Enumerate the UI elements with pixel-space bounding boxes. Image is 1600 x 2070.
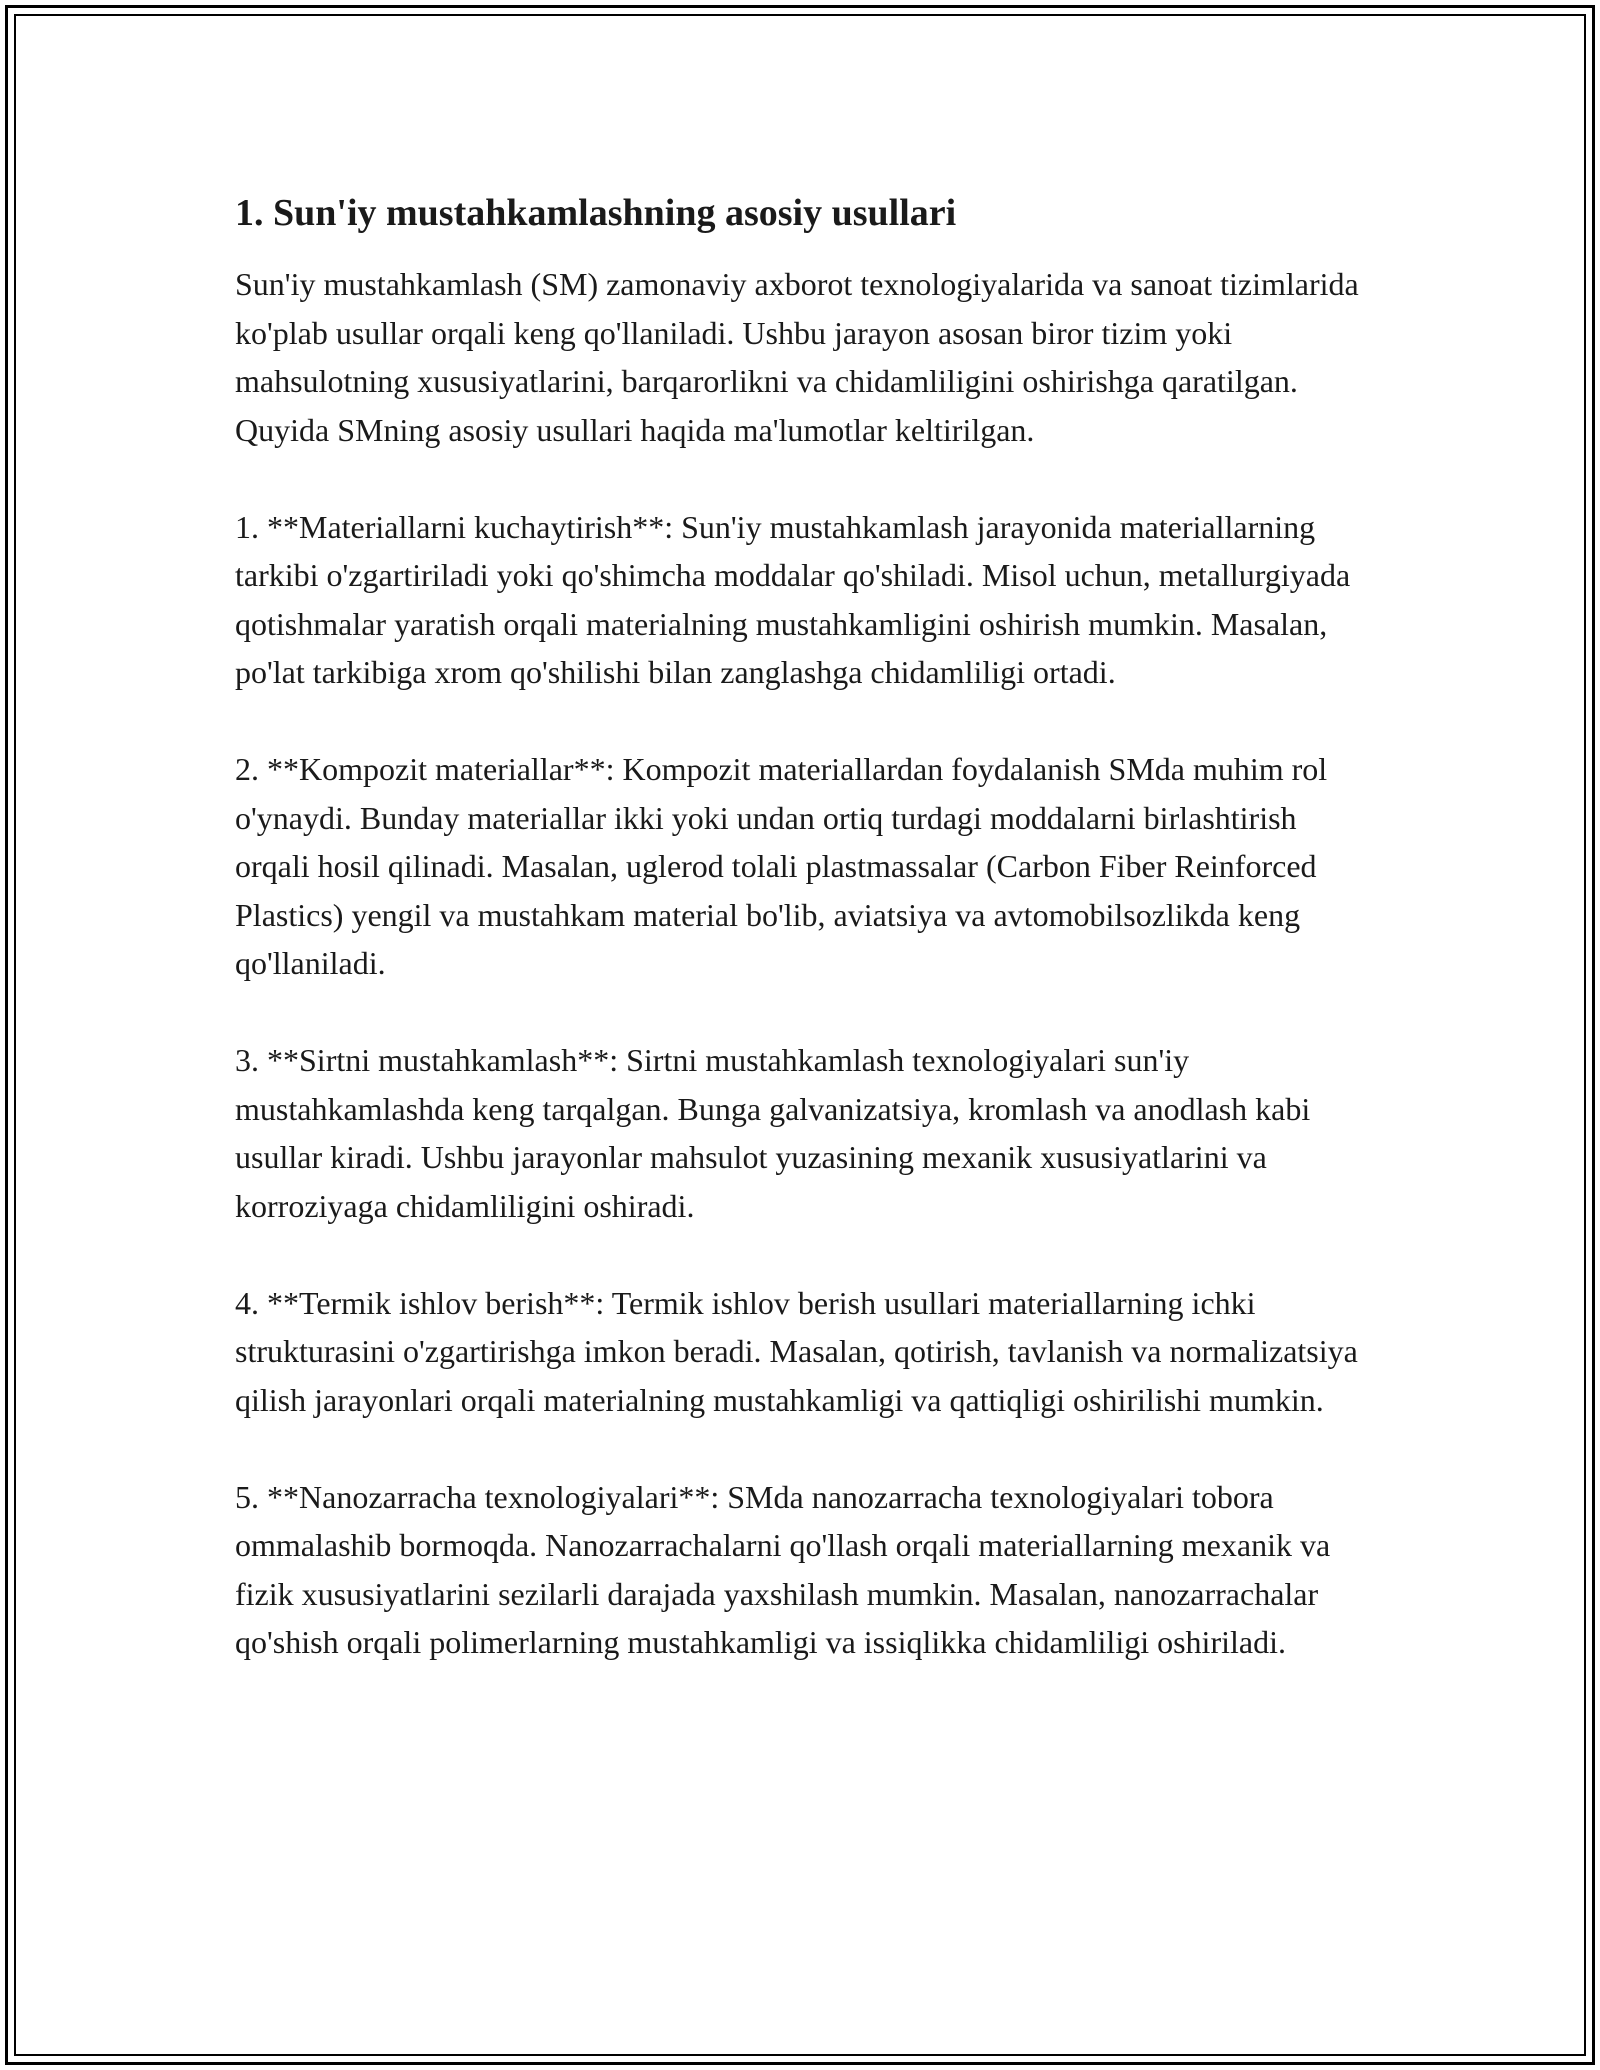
list-item-composites: 2. **Kompozit materiallar**: Kompozit materiallardan foydalanish SMda muhim rol o'ynaydi. Bunday materiallar ikki yoki undan ortiq turdagi moddalarni birlashtirish orqali hosil qilinadi. Masalan, uglerod tolali plastmassalar (Carbon Fiber Reinforced Plastics) yengil va mustahkam material bo'lib, aviatsiya va avtomobilsozlikda keng qo'llaniladi. xyxy=(235,751,1328,981)
list-item-surface: 3. **Sirtni mustahkamlash**: Sirtni mustahkamlash texnologiyalari sun'iy mustahkamlashda keng tarqalgan. Bunga galvanizatsiya, kromlash va anodlash kabi usullar kiradi. Ushbu jarayonlar mahsulot yuzasining mexanik xususiyatlarini va korroziyaga chidamliligini oshiradi. xyxy=(235,1042,1311,1224)
document-body xyxy=(235,190,1375,1715)
list-item-materials: 1. **Materiallarni kuchaytirish**: Sun'iy mustahkamlash jarayonida materiallarning tarkibi o'zgartiriladi yoki qo'shimcha moddalar qo'shiladi. Misol uchun, metallurgiyada qotishmalar yaratish orqali materialning mustahkamligini oshirish mumkin. Masalan, po'lat tarkibiga xrom qo'shilishi bilan zanglashga chidamliligi ortadi. xyxy=(235,508,1351,690)
intro-paragraph: Sun'iy mustahkamlash (SM) zamonaviy axborot texnologiyalarida va sanoat tizimlarida ko'plab usullar orqali keng qo'llaniladi. Ushbu jarayon asosan biror tizim yoki mahsulotning xususiyatlarini, barqarorlikni va chidamliligini oshirishga qaratilgan. Quyida SMning asosiy usullari haqida ma'lumotlar keltirilgan. xyxy=(235,266,1359,448)
section-title: 1. Sun'iy mustahkamlashning asosiy usullari xyxy=(235,192,957,234)
list-item-thermal: 4. **Termik ishlov berish**: Termik ishlov berish usullari materiallarning ichki strukturasini o'zgartirishga imkon beradi. Masalan, qotirish, tavlanish va normalizatsiya qilish jarayonlari orqali materialning mustahkamligi va qattiqligi oshirilishi mumkin. xyxy=(235,1284,1358,1418)
list-item-nanoparticles: 5. **Nanozarracha texnologiyalari**: SMda nanozarracha texnologiyalari tobora ommalashib bormoqda. Nanozarrachalarni qo'llash orqali materiallarning mexanik va fizik xususiyatlarini sezilarli darajada yaxshilash mumkin. Masalan, nanozarrachalar qo'shish orqali polimerlarning mustahkamligi va issiqlikka chidamliligi oshiriladi. xyxy=(235,1478,1331,1660)
